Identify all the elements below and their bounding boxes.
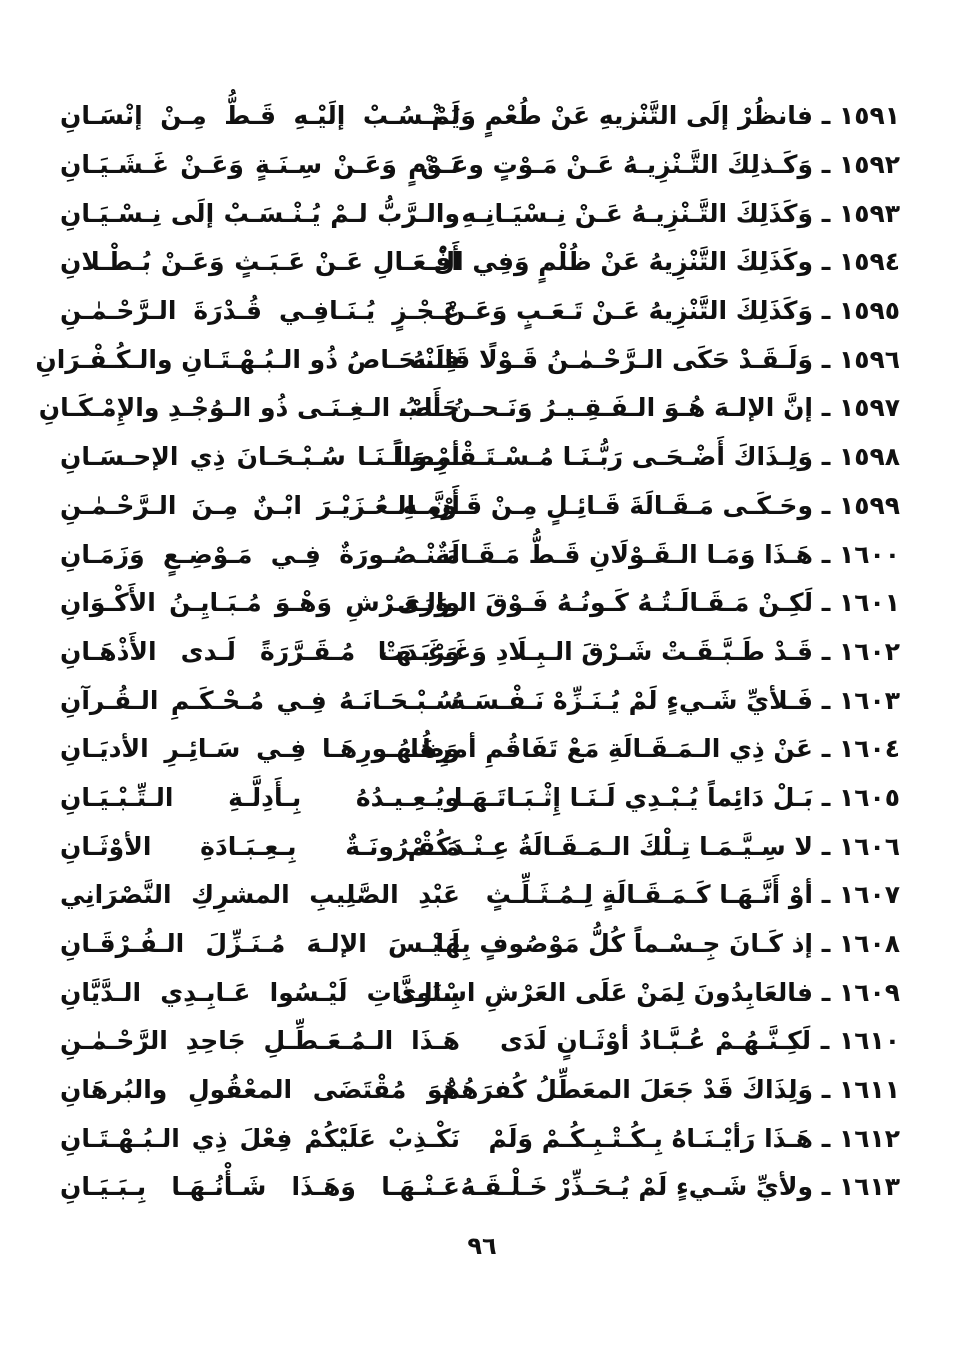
first-hemistich bbox=[485, 871, 900, 919]
verse-number-separator: ـ bbox=[813, 198, 839, 228]
verse-number: ١٥٩٣ bbox=[838, 198, 900, 228]
poem-verses bbox=[35, 92, 900, 1212]
verse-line bbox=[60, 238, 900, 287]
first-hemistich-text: وَكَذَلِكَ التَّنْزِيهُ عَـنْ تَـعَـبٍ وَعَـنْ bbox=[443, 296, 813, 326]
second-hemistich: أمْـوَالَـنَـا سُـبْـحَـانَ ذِي الإحـسَـانِ bbox=[60, 442, 460, 472]
first-hemistich-text: وكَذَلِكَ التَّنْزِيهُ عَنْ ظُلْمٍ وَفِي الْ bbox=[433, 247, 813, 277]
verse-number: ١٦٠٣ bbox=[838, 685, 900, 715]
second-hemistich: فِـنْـحَـاصُ ذُو الـبُـهْـتَـانِ والـكُـفْـرَانِ bbox=[35, 344, 460, 374]
second-hemistich: لَـيْـسَ الإلـهَ مُـنَـزِّلَ الـفُـرْقَـانِ bbox=[60, 929, 460, 959]
verse-number: ١٦٠٦ bbox=[838, 831, 900, 861]
second-hemistich: هُوَ مُقْتَضَى المعْقُولِ والبُرهَانِ bbox=[60, 1075, 460, 1105]
verse-number: ١٥٩٥ bbox=[838, 296, 900, 326]
second-hemistich: وَغَـدَتْ مُـقَـرَّرَةً لَـدى الأَذْهَـانِ bbox=[60, 636, 460, 666]
second-hemistich: نَـوْمٍ وَعَـنْ سِـنَـةٍ وَعَـنْ غَـشَـيَـانِ bbox=[60, 150, 460, 180]
first-hemistich bbox=[410, 725, 900, 773]
second-hemistich: أَفْـعَـالِ عَـنْ عَـبَـثٍ وَعَـنْ بُـطْـلانِ bbox=[60, 247, 460, 277]
verse-number: ١٥٩٤ bbox=[838, 247, 900, 277]
second-hemistich: سُـبْـحَـانَـهُ فِـي مُـحْـكَـمِ الـقُـرآنِ bbox=[60, 685, 460, 715]
first-hemistich-text: لَكِـنَّـهُـمْ عُـبَّـادُ أوْثَـانٍ لَدَى bbox=[500, 1026, 812, 1056]
first-hemistich-text: أوْ أَنَّـهَـا كَـمَـقَـالَةٍ لِـمُـثَـلِّـثٍ bbox=[485, 880, 813, 910]
second-hemistich: والـعَـرْشِ وَهْـوَ مُـبَـايِـنُ الأَكْـوَانِ bbox=[60, 588, 460, 618]
first-hemistich-text: فَـلأيِّ شَـيءٍ لَمْ يُـنَـزِّهْ نَـفْـسَـهُ bbox=[450, 685, 813, 715]
verse-line bbox=[60, 871, 900, 920]
verse-line bbox=[60, 1066, 900, 1115]
second-hemistich: هَـذَا الـمُـعَـطِّـلِ جَاحِدِ الرَّحْـمٰـنِ bbox=[60, 1026, 460, 1056]
verse-line bbox=[60, 822, 900, 871]
first-hemistich bbox=[377, 628, 900, 676]
first-hemistich-text: وَلِـذَاكَ أَضْـحَـى رَبُّـنَـا مُـسْـتَـقْـرِضـاً bbox=[392, 442, 813, 472]
second-hemistich: يَـنْـسُـبْ إلَيْـهِ قَـطُّ مِـنْ إنْسَـانِ bbox=[60, 101, 460, 131]
verse-number-separator: ـ bbox=[811, 1026, 839, 1056]
first-hemistich-text: فالعَابِدُونَ لِمَنْ عَلَى العَرْشِ اسْتَوى bbox=[393, 977, 813, 1007]
first-hemistich bbox=[397, 579, 900, 627]
verse-number: ١٥٩٩ bbox=[838, 490, 900, 520]
verse-line bbox=[60, 1114, 900, 1163]
first-hemistich bbox=[435, 920, 900, 968]
verse-number-separator: ـ bbox=[813, 539, 839, 569]
page-number: ٩٦ bbox=[467, 1232, 497, 1260]
first-hemistich-text: وحَـكَـى مَـقَـالَةَ قَـائِـلٍ مِـنْ قَـوْمِـهِ bbox=[402, 490, 813, 520]
verse-number-separator: ـ bbox=[813, 1123, 839, 1153]
first-hemistich-text: عَنْ ذِي الـمَـقَـالَةِ مَعْ تَفَاقُمِ أمرِهَا bbox=[410, 734, 813, 764]
first-hemistich-text: وَكَـذلِكَ التَّـنْزِيـهُ عَـنْ مَـوْتٍ وعَـنْ bbox=[420, 150, 813, 180]
first-hemistich-text: إنَّ الإلـهَ هُـوَ الـفَـقِـيـرُ وَنَـحـنُ أَصْـ bbox=[400, 393, 813, 423]
first-hemistich bbox=[400, 384, 900, 432]
verse-line bbox=[60, 189, 900, 238]
verse-number-separator: ـ bbox=[813, 977, 839, 1007]
verse-number: ١٦٠٧ bbox=[838, 880, 900, 910]
verse-number: ١٦١١ bbox=[838, 1075, 900, 1105]
first-hemistich bbox=[433, 238, 900, 286]
verse-number-separator: ـ bbox=[813, 247, 839, 277]
second-hemistich: مَـقْـرُونَـةٌ بِـعِـبَـادَةِ الأوْثَـانِ bbox=[60, 831, 460, 861]
first-hemistich-text: لا سِـيَّـمَـا تِـلْكَ الـمَـقَـالَةُ عِـنْـدَكُـمْ bbox=[407, 831, 813, 861]
verse-line bbox=[60, 92, 900, 141]
first-hemistich bbox=[393, 969, 900, 1017]
first-hemistich-text: إذ كَـانَ جِـسْـماً كُلُّ مَوْصُوفٍ بِهَا bbox=[435, 929, 813, 959]
first-hemistich bbox=[488, 1115, 900, 1163]
verse-number-separator: ـ bbox=[813, 929, 839, 959]
second-hemistich: عَـجْـزٍ يُـنَـافِـي قُـدْرَةَ الـرَّحْـمٰـنِ bbox=[60, 296, 460, 326]
verse-line bbox=[60, 530, 900, 579]
verse-number: ١٦٠٥ bbox=[838, 782, 900, 812]
first-hemistich bbox=[443, 287, 900, 335]
first-hemistich bbox=[392, 433, 900, 481]
first-hemistich-text: هَـذَا رَأيْـنَـاهُ بِـكُـتْـبِـكُـمْ وَلَمْ bbox=[488, 1123, 813, 1153]
verse-number-separator: ـ bbox=[813, 685, 839, 715]
verse-number: ١٦١٠ bbox=[838, 1026, 900, 1056]
first-hemistich-text: وَكَذَلِكَ التَّـنْزِيـهُ عَـنْ نِـسْيَـانِـهِ bbox=[461, 198, 813, 228]
verse-line bbox=[60, 433, 900, 482]
verse-number: ١٦٠١ bbox=[838, 588, 900, 618]
verse-line bbox=[60, 141, 900, 190]
verse-number-separator: ـ bbox=[813, 831, 839, 861]
verse-number-separator: ـ bbox=[813, 588, 839, 618]
verse-number-separator: ـ bbox=[813, 296, 839, 326]
verse-number: ١٦١٣ bbox=[838, 1172, 900, 1202]
verse-line bbox=[60, 968, 900, 1017]
second-hemistich: بِـالـذَّاتِ لَيْـسُوا عَـابِـدِي الـدَّيَّانِ bbox=[60, 977, 460, 1007]
verse-number-separator: ـ bbox=[813, 490, 839, 520]
verse-number-separator: ـ bbox=[813, 150, 839, 180]
first-hemistich-text: لَكِـنْ مَـقَـالَـتُـهُ كَـونُـهُ فَـوْقَ الـوَرَى bbox=[397, 588, 813, 618]
verse-number: ١٥٩٧ bbox=[838, 393, 900, 423]
verse-number-separator: ـ bbox=[813, 393, 839, 423]
first-hemistich bbox=[435, 531, 900, 579]
verse-line bbox=[60, 1017, 900, 1066]
verse-number: ١٦٠٠ bbox=[838, 539, 900, 569]
first-hemistich-text: فانظُرْ إلَى التَّنْزيهِ عَنْ طُعْمٍ وَلَمْ bbox=[431, 101, 813, 131]
first-hemistich-text: قَـدْ طَـبَّـقَـتْ شَـرْقَ الـبِـلَادِ وَغَـرْبَـهَـا bbox=[377, 636, 813, 666]
verse-number: ١٥٩١ bbox=[838, 101, 900, 131]
first-hemistich bbox=[411, 336, 900, 384]
first-hemistich-text: وَلَـقَـدْ حَكَى الـرَّحْـمٰـنُ قَـوْلًا قَالَـهُ bbox=[411, 344, 813, 374]
first-hemistich bbox=[500, 1017, 900, 1065]
first-hemistich bbox=[431, 92, 900, 140]
first-hemistich bbox=[441, 1066, 900, 1114]
second-hemistich: أَنَّ الـعُـزَيْـرَ ابْـنٌ مِـنَ الـرَّحْـمٰـنِ bbox=[60, 490, 460, 520]
second-hemistich: مَـنْـصُـورَةٌ فِـي مَـوْضِـعٍ وَزَمَـانِ bbox=[60, 539, 460, 569]
verse-line bbox=[60, 725, 900, 774]
second-hemistich: وَظُـهُـورِهَـا فِـي سَـائِـرِ الأديَـانِ bbox=[60, 734, 460, 764]
verse-line bbox=[60, 482, 900, 531]
verse-line bbox=[60, 628, 900, 677]
first-hemistich bbox=[402, 482, 900, 530]
second-hemistich: والـرَّبُّ لـمْ يُـنْـسَـبْ إلَى نِـسْـيَـانِ bbox=[60, 198, 460, 228]
verse-line bbox=[60, 920, 900, 969]
verse-line bbox=[35, 335, 900, 384]
verse-number-separator: ـ bbox=[813, 101, 839, 131]
verse-number-separator: ـ bbox=[813, 636, 839, 666]
verse-line bbox=[60, 1163, 900, 1212]
verse-line bbox=[60, 287, 900, 336]
verse-number: ١٦١٢ bbox=[838, 1123, 900, 1153]
verse-number-separator: ـ bbox=[813, 734, 839, 764]
first-hemistich-text: ولأيِّ شَـيءٍ لَمْ يُـحَـذِّرْ خَـلْـقَـهُ bbox=[460, 1172, 813, 1202]
verse-number-separator: ـ bbox=[813, 1172, 839, 1202]
verse-number-separator: ـ bbox=[813, 782, 839, 812]
verse-line bbox=[60, 676, 900, 725]
first-hemistich bbox=[461, 190, 900, 238]
first-hemistich bbox=[420, 141, 900, 189]
first-hemistich-text: بَـلْ دَائِماً يُـبْـدِي لَـنَـا إِثْـبَـاتَـهَـا bbox=[453, 782, 813, 812]
verse-line bbox=[60, 774, 900, 823]
second-hemistich: عَبْدِ الصَّلِيبِ المشرِكِ النَّصْرَانِي bbox=[60, 880, 460, 910]
first-hemistich bbox=[450, 677, 900, 725]
verse-number: ١٥٩٦ bbox=[838, 344, 900, 374]
verse-line bbox=[38, 384, 900, 433]
verse-number-separator: ـ bbox=[813, 1075, 839, 1105]
first-hemistich bbox=[407, 823, 900, 871]
first-hemistich bbox=[453, 774, 900, 822]
first-hemistich bbox=[460, 1163, 900, 1211]
verse-line bbox=[60, 579, 900, 628]
verse-number-separator: ـ bbox=[813, 344, 839, 374]
verse-number: ١٦٠٩ bbox=[838, 977, 900, 1007]
verse-number-separator: ـ bbox=[813, 880, 839, 910]
first-hemistich-text: وَلِذَاكَ قَدْ جَعَلَ المعَطِّلُ كُفرَهُمْ bbox=[441, 1075, 813, 1105]
second-hemistich: نَكْـذِبْ عَلَيْكُمْ فِعْلَ ذِي الـبُـهْـتَـانِ bbox=[60, 1123, 460, 1153]
first-hemistich-text: هَـذَا وَمَـا الـقَـوْلَانِ قَـطُّ مَـقَـالَةٌ bbox=[435, 539, 813, 569]
verse-number: ١٦٠٢ bbox=[838, 636, 900, 666]
verse-number: ١٥٩٨ bbox=[838, 442, 900, 472]
verse-number: ١٥٩٢ bbox=[838, 150, 900, 180]
verse-number-separator: ـ bbox=[813, 442, 839, 472]
second-hemistich: عَـنْـهَـا وَهَـذَا شَـأْنُـهَـا بِـبَـيَـانِ bbox=[60, 1172, 460, 1202]
verse-number: ١٦٠٤ bbox=[838, 734, 900, 764]
verse-number: ١٦٠٨ bbox=[838, 929, 900, 959]
second-hemistich: ويُـعِـيـدُهُ بِـأَدِلَّـةِ الـتِّـبْـيَـانِ bbox=[60, 782, 460, 812]
second-hemistich: حَـابُ الـغِـنَـى ذُو الـوُجْـدِ والإِمْـكَـانِ bbox=[38, 393, 460, 423]
